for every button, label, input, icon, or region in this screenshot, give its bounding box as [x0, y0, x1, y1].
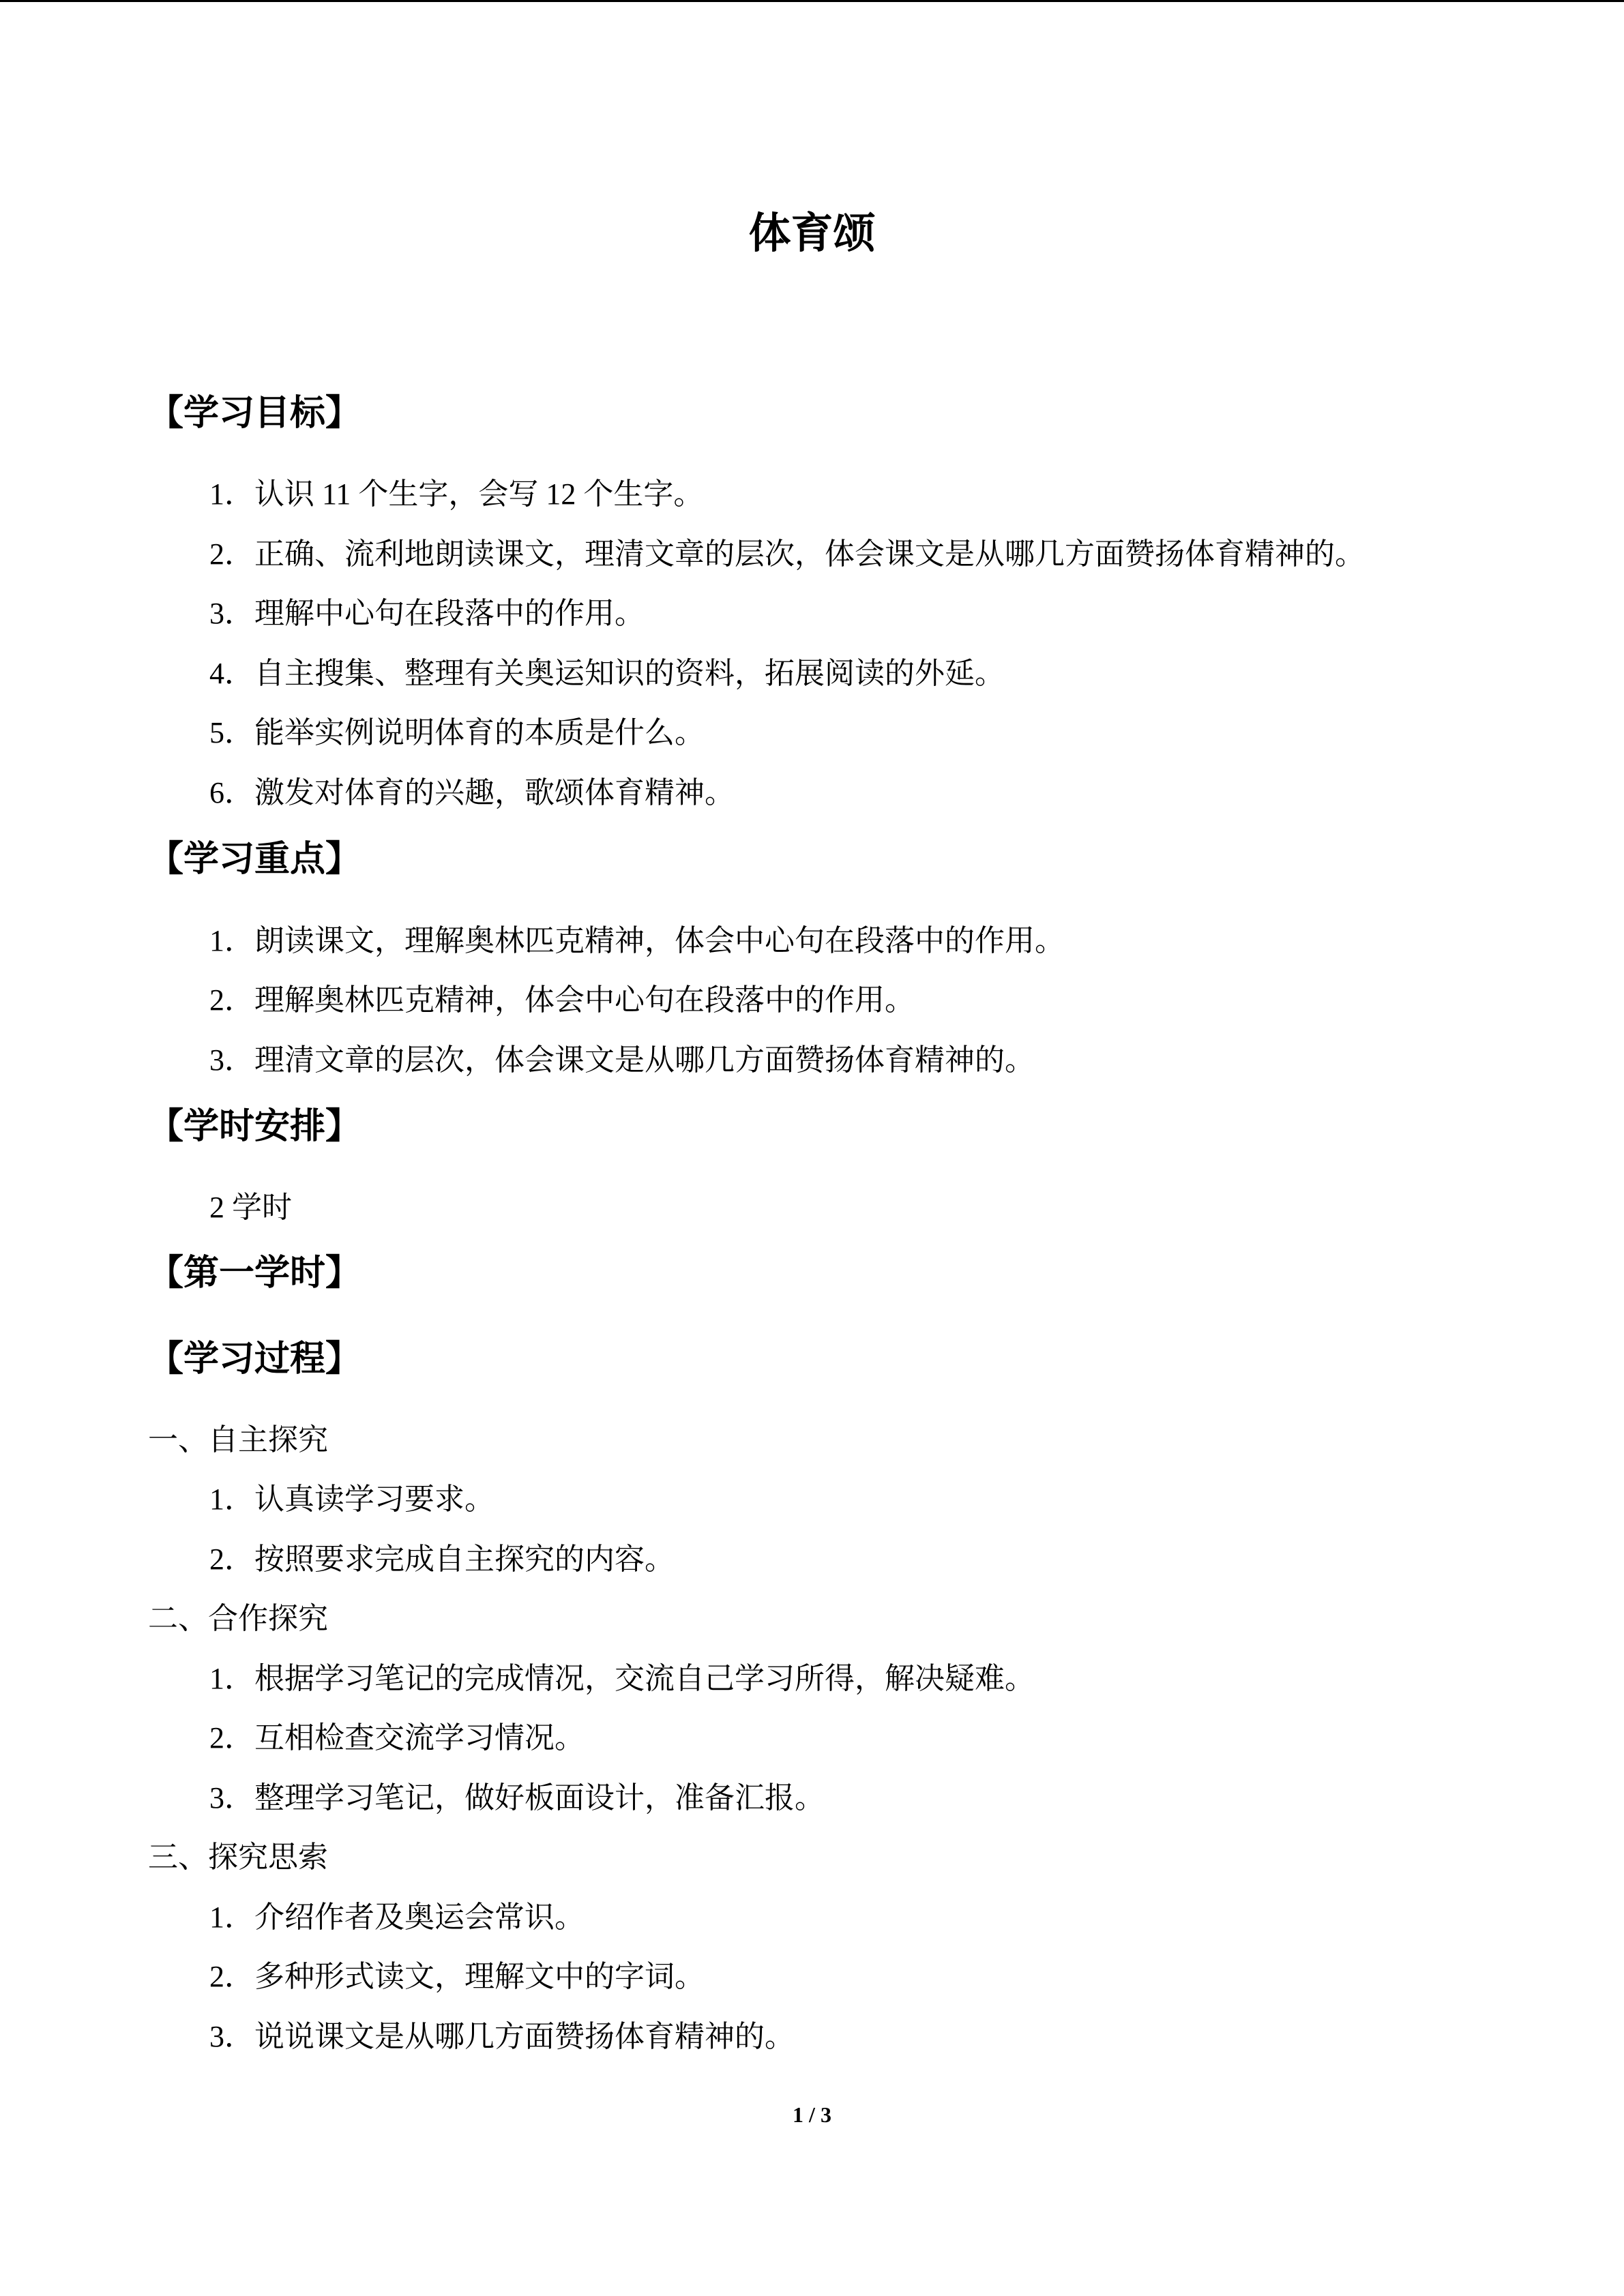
process-section-1-item-2: 2．按照要求完成自主探究的内容。	[209, 1542, 675, 1576]
heading-process: 【学习过程】	[148, 1339, 361, 1380]
objective-item-3: 3．理解中心句在段落中的作用。	[209, 597, 645, 630]
heading-objectives: 【学习目标】	[148, 393, 361, 434]
heading-first-period: 【第一学时】	[148, 1253, 361, 1294]
key-point-item-2: 2．理解奥林匹克精神，体会中心句在段落中的作用。	[209, 983, 915, 1017]
process-section-2-title: 二、合作探究	[148, 1602, 328, 1635]
objective-item-2: 2．正确、流利地朗读课文，理清文章的层次，体会课文是从哪几方面赞扬体育精神的。	[209, 537, 1365, 571]
top-rule	[0, 0, 1624, 2]
schedule-text: 2 学时	[209, 1191, 292, 1224]
process-section-2-item-3: 3．整理学习笔记，做好板面设计，准备汇报。	[209, 1781, 825, 1815]
process-section-2-item-2: 2．互相检查交流学习情况。	[209, 1721, 585, 1755]
objective-item-6: 6．激发对体育的兴趣，歌颂体育精神。	[209, 776, 735, 809]
process-section-3-item-2: 2．多种形式读文，理解文中的字词。	[209, 1960, 705, 1993]
heading-key-points: 【学习重点】	[148, 839, 361, 880]
objective-item-5: 5．能举实例说明体育的本质是什么。	[209, 716, 705, 749]
page-title: 体育颂	[748, 208, 876, 258]
objective-item-4: 4．自主搜集、整理有关奥运知识的资料，拓展阅读的外延。	[209, 657, 1005, 690]
page-number: 1 / 3	[793, 2102, 831, 2127]
objective-item-1: 1．认识 11 个生字，会写 12 个生字。	[209, 477, 704, 511]
process-section-2-item-1: 1．根据学习笔记的完成情况，交流自己学习所得，解决疑难。	[209, 1662, 1035, 1695]
heading-schedule: 【学时安排】	[148, 1106, 361, 1147]
process-section-1-item-1: 1．认真读学习要求。	[209, 1482, 494, 1516]
key-point-item-1: 1．朗读课文，理解奥林匹克精神，体会中心句在段落中的作用。	[209, 924, 1065, 957]
process-section-3-item-3: 3．说说课文是从哪几方面赞扬体育精神的。	[209, 2020, 795, 2053]
process-section-3-item-1: 1．介绍作者及奥运会常识。	[209, 1900, 585, 1934]
process-section-1-title: 一、自主探究	[148, 1423, 328, 1457]
process-section-3-title: 三、探究思索	[148, 1840, 328, 1874]
key-point-item-3: 3．理清文章的层次，体会课文是从哪几方面赞扬体育精神的。	[209, 1043, 1035, 1077]
